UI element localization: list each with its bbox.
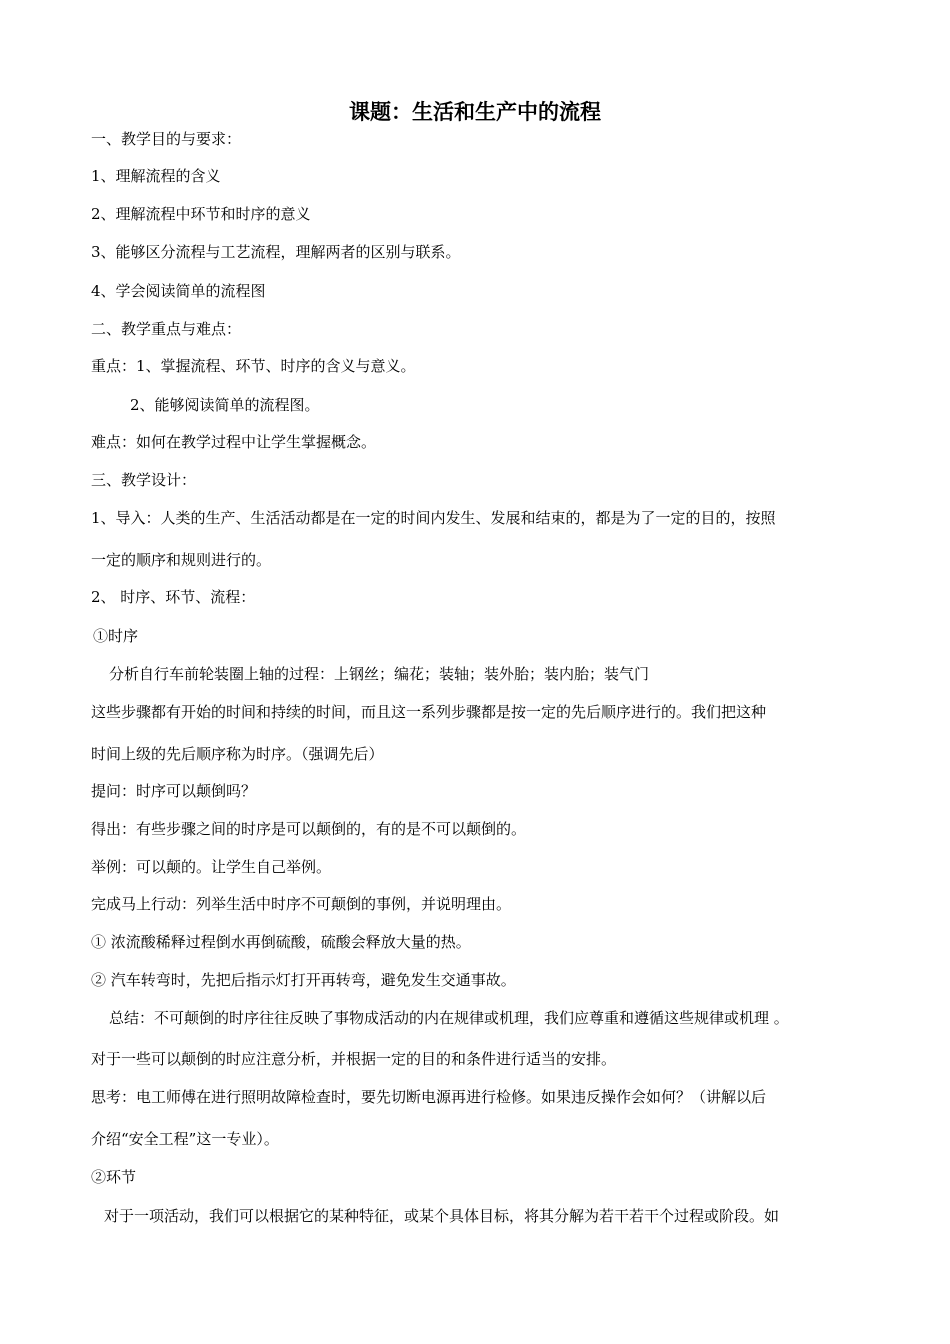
timing-definition-line-1: 这些步骤都有开始的时间和持续的时间，而且这一系列步骤都是按一定的先后顺序进行的。我们把这种 [91,703,767,721]
activity-item-1: ① 浓流酸稀释过程倒水再倒硫酸，硫酸会释放大量的热。 [91,933,471,951]
example-text: 举例：可以颠的。让学生自己举例。 [91,858,332,876]
objective-item-2: 2、理解流程中环节和时序的意义 [91,205,311,223]
bicycle-example-text: 分析自行车前轮装圈上轴的过程：上钢丝；编花；装轴；装外胎；装内胎；装气门 [109,665,650,683]
summary-line-1: 总结：不可颠倒的时序往往反映了事物成活动的内在规律或机理，我们应尊重和遵循这些规律或机理 。 [109,1009,789,1027]
objective-item-1: 1、理解流程的含义 [91,167,221,185]
subsection-heading-sequence: 2、 时序、环节、流程： [91,588,256,606]
conclusion-text: 得出：有些步骤之间的时序是可以颠倒的，有的是不可以颠倒的。 [91,820,527,838]
link-paragraph-line-1: 对于一项活动，我们可以根据它的某种特征，或某个具体目标，将其分解为若干若干个过程或阶段。如 [104,1207,780,1225]
summary-line-2: 对于一些可以颠倒的时应注意分析，并根据一定的目的和条件进行适当的安排。 [91,1050,617,1068]
difficulty-text: 难点：如何在教学过程中让学生掌握概念。 [91,433,377,451]
section-heading-key-points: 二、教学重点与难点： [91,320,242,338]
objective-item-4: 4、学会阅读简单的流程图 [91,282,266,300]
topic-heading-timing: ①时序 [93,627,139,645]
topic-heading-link: ②环节 [91,1168,137,1186]
activity-item-2: ② 汽车转弯时，先把后指示灯打开再转弯，避免发生交通事故。 [91,971,516,989]
intro-paragraph-line-2: 一定的顺序和规则进行的。 [91,551,272,569]
timing-definition-line-2: 时间上级的先后顺序称为时序。（强调先后） [91,745,384,763]
key-point-2: 2、能够阅读简单的流程图。 [130,396,320,414]
thinking-line-2: 介绍“安全工程”这一专业）。 [91,1130,279,1148]
thinking-line-1: 思考：电工师傅在进行照明故障检查时，要先切断电源再进行检修。如果违反操作会如何？（讲解以后 [91,1088,767,1106]
page-title: 课题：生活和生产中的流程 [349,99,601,124]
key-point-1: 重点：1、掌握流程、环节、时序的含义与意义。 [91,357,416,375]
objective-item-3: 3、能够区分流程与工艺流程，理解两者的区别与联系。 [91,243,461,261]
question-text: 提问：时序可以颠倒吗？ [91,782,257,800]
activity-text: 完成马上行动：列举生活中时序不可颠倒的事例，并说明理由。 [91,895,512,913]
intro-paragraph-line-1: 1、导入：人类的生产、生活活动都是在一定的时间内发生、发展和结束的，都是为了一定的目的，按照 [91,509,776,527]
section-heading-objectives: 一、教学目的与要求： [91,130,242,148]
section-heading-design: 三、教学设计： [91,471,197,489]
